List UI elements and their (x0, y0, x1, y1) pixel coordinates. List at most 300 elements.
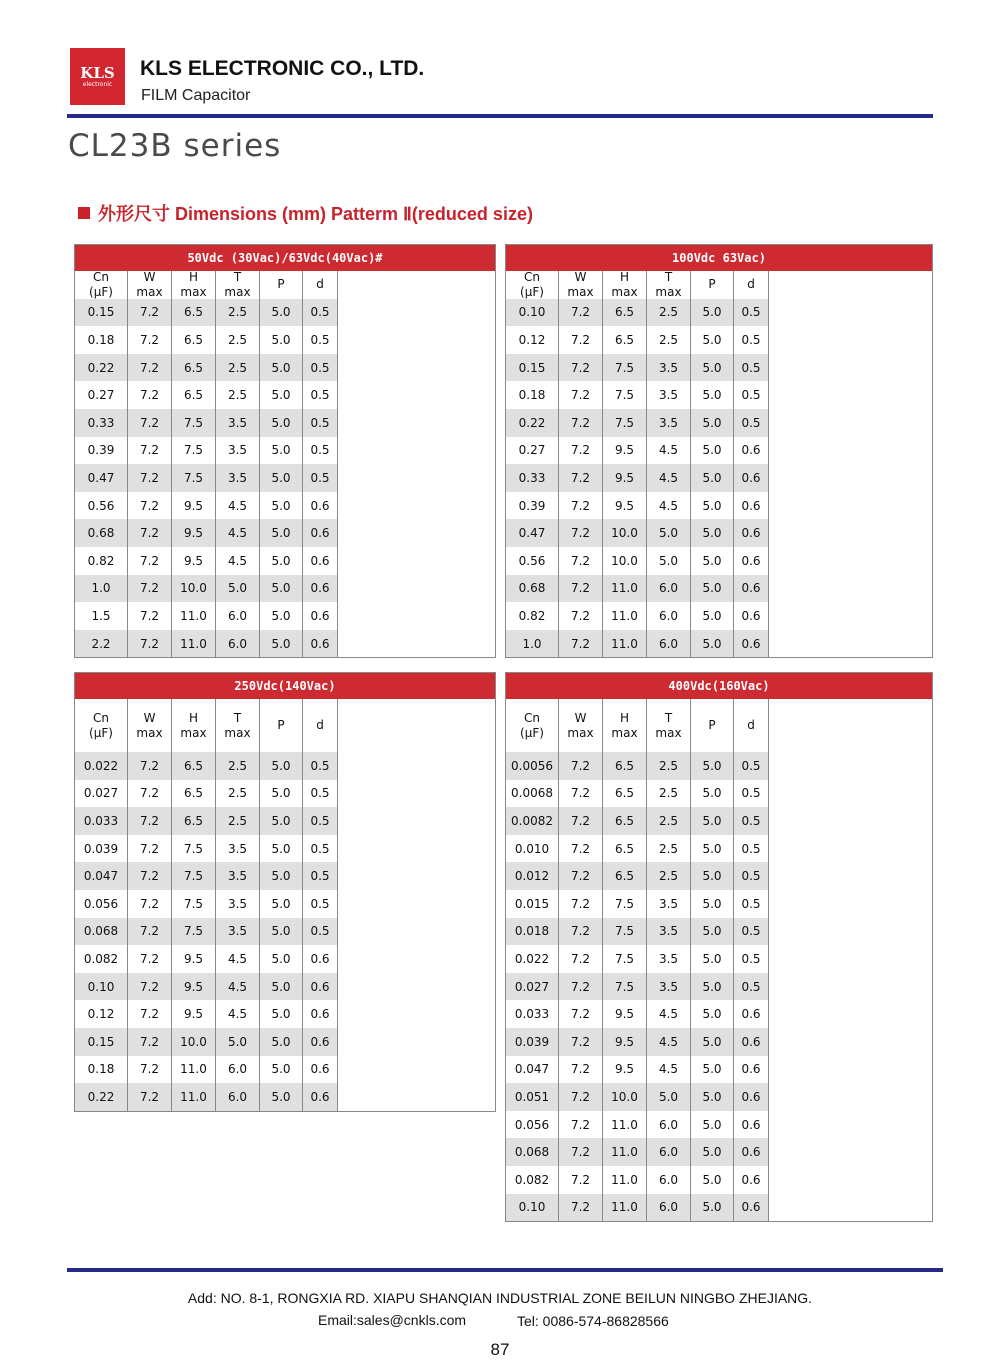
cell-cn: 0.27 (75, 381, 128, 409)
column-unit: max (136, 284, 163, 299)
cell-t: 2.5 (647, 835, 691, 863)
cell-d: 0.6 (734, 547, 769, 575)
cell-w: 7.2 (559, 752, 603, 780)
table-row (506, 437, 932, 465)
column-unit: max (224, 284, 251, 299)
cell-p: 5.0 (260, 630, 303, 658)
cell-h: 9.5 (172, 519, 216, 547)
cell-cn: 0.018 (506, 918, 559, 946)
table-row (75, 299, 495, 327)
cell-cn: 0.10 (506, 1194, 559, 1222)
cell-p: 5.0 (691, 807, 734, 835)
table-row (75, 890, 495, 918)
cell-h: 10.0 (603, 519, 647, 547)
cell-cn: 0.082 (506, 1166, 559, 1194)
cell-t: 2.5 (647, 807, 691, 835)
cell-h: 10.0 (172, 1028, 216, 1056)
table-title: 50Vdc (30Vac)/63Vdc(40Vac)# (75, 245, 495, 271)
cell-d: 0.5 (734, 890, 769, 918)
cell-d: 0.6 (734, 519, 769, 547)
table-row (75, 835, 495, 863)
cell-w: 7.2 (559, 492, 603, 520)
table-row (506, 835, 932, 863)
cell-p: 5.0 (691, 862, 734, 890)
cell-t: 6.0 (647, 630, 691, 658)
blank-cell (769, 699, 932, 752)
table-row (75, 945, 495, 973)
cell-cn: 0.68 (75, 519, 128, 547)
blank-cell (338, 945, 495, 973)
cell-h: 6.5 (172, 752, 216, 780)
company-email: Email:sales@cnkls.com (318, 1312, 467, 1328)
cell-t: 2.5 (647, 326, 691, 354)
cell-p: 5.0 (691, 1028, 734, 1056)
cell-w: 7.2 (559, 1111, 603, 1139)
cell-d: 0.6 (303, 1000, 338, 1028)
cell-cn: 0.22 (75, 1083, 128, 1111)
column-header-t (216, 699, 260, 752)
blank-cell (338, 299, 495, 327)
cell-t: 3.5 (647, 918, 691, 946)
cell-h: 6.5 (603, 780, 647, 808)
cell-cn: 0.82 (506, 602, 559, 630)
dimension-table-250vdc (74, 672, 496, 1112)
column-label: H (619, 710, 630, 725)
cell-cn: 0.056 (75, 890, 128, 918)
cell-t: 4.5 (216, 1000, 260, 1028)
cell-t: 4.5 (647, 437, 691, 465)
cell-t: 4.5 (647, 1056, 691, 1084)
column-unit: max (611, 725, 638, 740)
cell-w: 7.2 (559, 780, 603, 808)
cell-cn: 0.015 (506, 890, 559, 918)
company-name: KLS ELECTRONIC CO., LTD. (140, 57, 425, 80)
cell-w: 7.2 (128, 1028, 172, 1056)
header-divider (67, 114, 933, 118)
cell-t: 4.5 (647, 492, 691, 520)
column-header-h (603, 271, 647, 299)
table-row (506, 630, 932, 658)
blank-cell (769, 890, 932, 918)
cell-t: 2.5 (216, 381, 260, 409)
cell-h: 11.0 (603, 1166, 647, 1194)
cell-d: 0.5 (303, 835, 338, 863)
cell-w: 7.2 (559, 1028, 603, 1056)
cell-w: 7.2 (128, 299, 172, 327)
cell-t: 3.5 (647, 945, 691, 973)
cell-cn: 0.068 (506, 1138, 559, 1166)
table-header-row (506, 271, 932, 299)
cell-h: 11.0 (603, 575, 647, 603)
cell-h: 7.5 (603, 973, 647, 1001)
cell-p: 5.0 (260, 437, 303, 465)
table-row (506, 602, 932, 630)
cell-h: 11.0 (172, 1083, 216, 1111)
blank-cell (769, 575, 932, 603)
dimension-table-100vdc (505, 244, 933, 658)
blank-cell (769, 835, 932, 863)
cell-d: 0.6 (303, 547, 338, 575)
cell-p: 5.0 (260, 575, 303, 603)
column-unit: max (567, 284, 594, 299)
table-row (506, 492, 932, 520)
cell-h: 6.5 (603, 835, 647, 863)
cell-w: 7.2 (559, 835, 603, 863)
cell-d: 0.6 (734, 1083, 769, 1111)
blank-cell (769, 547, 932, 575)
cell-d: 0.6 (303, 1083, 338, 1111)
column-header-t (647, 271, 691, 299)
cell-d: 0.5 (734, 862, 769, 890)
blank-cell (338, 630, 495, 658)
cell-d: 0.5 (303, 437, 338, 465)
cell-d: 0.6 (734, 1111, 769, 1139)
cell-cn: 0.56 (506, 547, 559, 575)
cell-p: 5.0 (260, 409, 303, 437)
page-number: 87 (490, 1340, 510, 1359)
cell-t: 2.5 (647, 752, 691, 780)
table-row (75, 409, 495, 437)
cell-t: 5.0 (216, 575, 260, 603)
column-label: W (574, 269, 587, 284)
column-header-p (260, 271, 303, 299)
table-row (506, 575, 932, 603)
cell-t: 3.5 (216, 409, 260, 437)
logo-subtext: electronic (82, 81, 113, 88)
column-header-cn (75, 699, 128, 752)
table-row (506, 1111, 932, 1139)
cell-t: 2.5 (216, 780, 260, 808)
table-row (75, 519, 495, 547)
cell-t: 6.0 (216, 1056, 260, 1084)
cell-h: 11.0 (603, 602, 647, 630)
column-header-w (128, 271, 172, 299)
cell-t: 3.5 (216, 862, 260, 890)
column-header-d (303, 271, 338, 299)
cell-p: 5.0 (691, 1111, 734, 1139)
blank-cell (769, 1111, 932, 1139)
cell-h: 9.5 (603, 492, 647, 520)
table-row (75, 381, 495, 409)
cell-p: 5.0 (691, 1056, 734, 1084)
column-label: T (664, 710, 673, 725)
cell-p: 5.0 (691, 326, 734, 354)
cell-p: 5.0 (260, 326, 303, 354)
column-label: P (277, 277, 285, 292)
column-unit: max (180, 725, 207, 740)
cell-t: 6.0 (647, 602, 691, 630)
table-row (506, 381, 932, 409)
cell-p: 5.0 (260, 807, 303, 835)
table-row (75, 918, 495, 946)
blank-cell (338, 973, 495, 1001)
logo-text: KLS (80, 64, 115, 82)
cell-p: 5.0 (260, 780, 303, 808)
cell-w: 7.2 (128, 1083, 172, 1111)
cell-d: 0.6 (734, 1194, 769, 1222)
cell-w: 7.2 (128, 437, 172, 465)
table-row (506, 1166, 932, 1194)
cell-d: 0.5 (734, 973, 769, 1001)
cell-cn: 0.12 (75, 1000, 128, 1028)
cell-d: 0.5 (303, 890, 338, 918)
cell-w: 7.2 (128, 918, 172, 946)
cell-cn: 0.033 (506, 1000, 559, 1028)
cell-d: 0.6 (303, 1028, 338, 1056)
cell-w: 7.2 (128, 807, 172, 835)
column-unit: max (655, 725, 682, 740)
cell-p: 5.0 (691, 519, 734, 547)
cell-d: 0.5 (734, 409, 769, 437)
cell-h: 9.5 (603, 1028, 647, 1056)
blank-cell (769, 752, 932, 780)
cell-cn: 0.033 (75, 807, 128, 835)
cell-d: 0.5 (734, 752, 769, 780)
column-header-t (647, 699, 691, 752)
cell-d: 0.5 (303, 780, 338, 808)
cell-t: 3.5 (647, 381, 691, 409)
blank-cell (769, 973, 932, 1001)
blank-cell (338, 575, 495, 603)
column-header-cn (506, 699, 559, 752)
cell-d: 0.6 (303, 602, 338, 630)
section-heading (78, 200, 533, 226)
cell-d: 0.6 (734, 1000, 769, 1028)
cell-h: 7.5 (603, 381, 647, 409)
cell-cn: 0.39 (506, 492, 559, 520)
table-row (75, 602, 495, 630)
blank-cell (338, 780, 495, 808)
blank-cell (769, 945, 932, 973)
cell-t: 6.0 (647, 1166, 691, 1194)
cell-h: 6.5 (603, 299, 647, 327)
cell-w: 7.2 (128, 519, 172, 547)
cell-d: 0.5 (734, 299, 769, 327)
cell-w: 7.2 (559, 326, 603, 354)
cell-w: 7.2 (559, 807, 603, 835)
cell-w: 7.2 (128, 1056, 172, 1084)
cell-d: 0.6 (303, 575, 338, 603)
cell-cn: 0.056 (506, 1111, 559, 1139)
cell-cn: 0.0082 (506, 807, 559, 835)
cell-d: 0.6 (303, 945, 338, 973)
cell-cn: 1.0 (506, 630, 559, 658)
cell-cn: 0.022 (506, 945, 559, 973)
cell-w: 7.2 (559, 1083, 603, 1111)
cell-cn: 0.047 (75, 862, 128, 890)
blank-cell (338, 1028, 495, 1056)
company-logo (70, 48, 125, 105)
cell-t: 2.5 (216, 807, 260, 835)
cell-cn: 1.5 (75, 602, 128, 630)
cell-t: 6.0 (647, 1138, 691, 1166)
cell-h: 9.5 (172, 973, 216, 1001)
cell-p: 5.0 (260, 1083, 303, 1111)
cell-p: 5.0 (691, 918, 734, 946)
cell-h: 11.0 (603, 1194, 647, 1222)
cell-p: 5.0 (260, 354, 303, 382)
blank-cell (769, 1194, 932, 1222)
cell-w: 7.2 (559, 547, 603, 575)
cell-h: 6.5 (172, 354, 216, 382)
cell-h: 9.5 (603, 464, 647, 492)
cell-p: 5.0 (260, 492, 303, 520)
blank-cell (769, 381, 932, 409)
cell-d: 0.5 (734, 354, 769, 382)
table-row (75, 492, 495, 520)
table-row (75, 807, 495, 835)
column-label: d (747, 718, 755, 732)
blank-cell (769, 271, 932, 299)
cell-h: 7.5 (172, 918, 216, 946)
blank-cell (338, 1000, 495, 1028)
column-header-d (734, 271, 769, 299)
cell-cn: 0.022 (75, 752, 128, 780)
cell-t: 4.5 (647, 1028, 691, 1056)
blank-cell (338, 519, 495, 547)
table-row (506, 519, 932, 547)
cell-h: 7.5 (603, 354, 647, 382)
cell-d: 0.6 (734, 1028, 769, 1056)
column-label: Cn (93, 269, 109, 284)
blank-cell (338, 602, 495, 630)
blank-cell (769, 1000, 932, 1028)
column-unit: max (611, 284, 638, 299)
cell-p: 5.0 (691, 835, 734, 863)
cell-p: 5.0 (691, 1194, 734, 1222)
column-header-p (691, 271, 734, 299)
blank-cell (338, 326, 495, 354)
cell-p: 5.0 (260, 381, 303, 409)
cell-h: 9.5 (603, 437, 647, 465)
blank-cell (769, 409, 932, 437)
cell-p: 5.0 (691, 354, 734, 382)
cell-h: 9.5 (603, 1056, 647, 1084)
cell-t: 5.0 (216, 1028, 260, 1056)
blank-cell (769, 862, 932, 890)
cell-d: 0.5 (303, 752, 338, 780)
table-row (506, 1138, 932, 1166)
cell-h: 6.5 (603, 752, 647, 780)
company-phone: Tel: 0086-574-86828566 (517, 1313, 669, 1329)
cell-t: 2.5 (647, 780, 691, 808)
blank-cell (338, 409, 495, 437)
table-row (75, 630, 495, 658)
cell-p: 5.0 (691, 602, 734, 630)
blank-cell (338, 752, 495, 780)
cell-h: 6.5 (172, 807, 216, 835)
cell-w: 7.2 (559, 575, 603, 603)
cell-cn: 0.027 (75, 780, 128, 808)
cell-p: 5.0 (260, 547, 303, 575)
column-unit: max (655, 284, 682, 299)
cell-t: 5.0 (647, 1083, 691, 1111)
table-header-row (75, 699, 495, 752)
cell-d: 0.5 (734, 326, 769, 354)
column-unit: max (224, 725, 251, 740)
cell-h: 7.5 (603, 409, 647, 437)
cell-p: 5.0 (691, 630, 734, 658)
cell-w: 7.2 (128, 464, 172, 492)
cell-d: 0.6 (734, 464, 769, 492)
column-header-d (734, 699, 769, 752)
column-header-w (559, 699, 603, 752)
column-label: W (574, 710, 587, 725)
cell-w: 7.2 (128, 326, 172, 354)
cell-w: 7.2 (559, 1138, 603, 1166)
table-row (506, 354, 932, 382)
cell-p: 5.0 (691, 575, 734, 603)
column-unit: (μF) (89, 725, 113, 740)
cell-d: 0.6 (734, 492, 769, 520)
cell-p: 5.0 (260, 1000, 303, 1028)
cell-h: 11.0 (172, 630, 216, 658)
cell-p: 5.0 (691, 464, 734, 492)
table-row (506, 862, 932, 890)
cell-t: 2.5 (216, 326, 260, 354)
table-row (75, 862, 495, 890)
cell-h: 10.0 (603, 547, 647, 575)
cell-h: 7.5 (172, 437, 216, 465)
blank-cell (769, 1028, 932, 1056)
cell-h: 7.5 (172, 464, 216, 492)
table-row (75, 780, 495, 808)
blank-cell (338, 437, 495, 465)
cell-t: 4.5 (216, 492, 260, 520)
blank-cell (338, 699, 495, 752)
cell-cn: 0.47 (75, 464, 128, 492)
cell-p: 5.0 (691, 890, 734, 918)
cell-h: 7.5 (172, 890, 216, 918)
cell-p: 5.0 (691, 945, 734, 973)
cell-p: 5.0 (691, 752, 734, 780)
cell-cn: 0.27 (506, 437, 559, 465)
cell-d: 0.6 (734, 1138, 769, 1166)
cell-t: 3.5 (647, 409, 691, 437)
cell-t: 2.5 (216, 354, 260, 382)
cell-p: 5.0 (691, 780, 734, 808)
cell-d: 0.5 (303, 326, 338, 354)
cell-t: 4.5 (647, 1000, 691, 1028)
cell-d: 0.6 (303, 492, 338, 520)
cell-w: 7.2 (559, 862, 603, 890)
cell-h: 7.5 (172, 862, 216, 890)
cell-t: 4.5 (216, 519, 260, 547)
cell-h: 7.5 (172, 835, 216, 863)
cell-t: 2.5 (647, 299, 691, 327)
cell-t: 3.5 (216, 437, 260, 465)
cell-cn: 0.39 (75, 437, 128, 465)
section-title: 外形尺寸 Dimensions (mm) Patterm Ⅱ(reduced size) (98, 204, 533, 224)
table-row (506, 1000, 932, 1028)
column-label: d (316, 277, 324, 292)
cell-w: 7.2 (128, 752, 172, 780)
cell-d: 0.6 (734, 602, 769, 630)
cell-w: 7.2 (128, 835, 172, 863)
column-label: W (143, 269, 156, 284)
cell-h: 6.5 (603, 862, 647, 890)
cell-h: 11.0 (172, 602, 216, 630)
cell-d: 0.5 (303, 918, 338, 946)
table-title: 250Vdc(140Vac) (75, 673, 495, 699)
cell-h: 11.0 (603, 630, 647, 658)
blank-cell (769, 326, 932, 354)
cell-t: 6.0 (216, 630, 260, 658)
cell-p: 5.0 (260, 602, 303, 630)
cell-t: 3.5 (216, 835, 260, 863)
table-row (75, 752, 495, 780)
column-label: Cn (524, 269, 540, 284)
